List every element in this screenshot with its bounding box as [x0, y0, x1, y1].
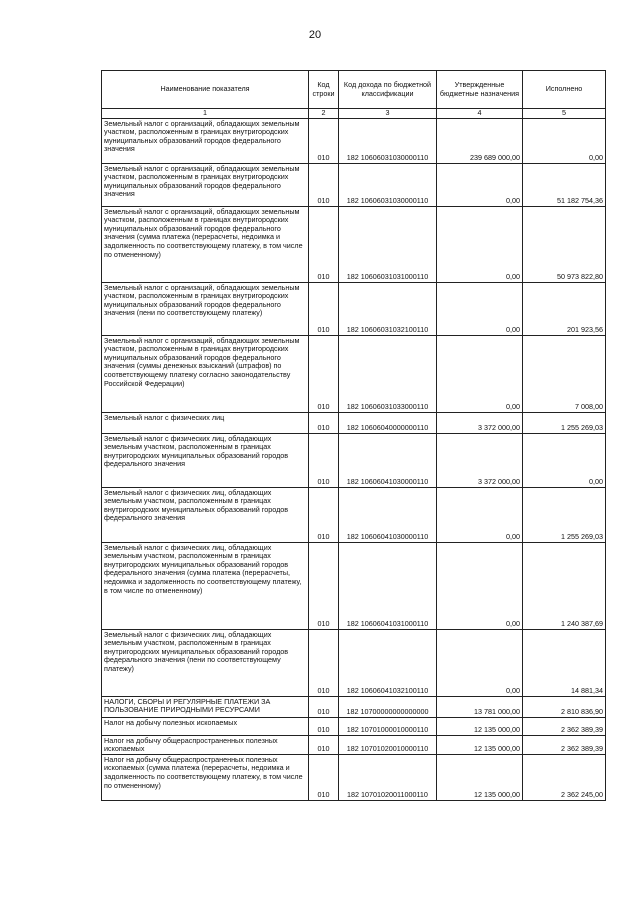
table-row: [102, 412, 606, 433]
revenue-code-cell: 182 10701020011000110: [339, 754, 437, 800]
executed-amount-cell: 1 255 269,03: [523, 487, 606, 542]
revenue-code-cell: 182 10606041030000110: [339, 433, 437, 487]
column-number: 1: [102, 109, 309, 119]
executed-amount-cell: 2 810 836,90: [523, 696, 606, 717]
approved-amount-cell: 0,00: [437, 335, 523, 412]
executed-amount-cell: 0,00: [523, 433, 606, 487]
revenue-code-cell: 182 10701000010000110: [339, 717, 437, 735]
line-code-cell: 010: [309, 335, 339, 412]
table-row: [102, 754, 606, 800]
executed-amount-cell: 0,00: [523, 118, 606, 163]
indicator-name-cell: Земельный налог с организаций, обладающих земельным участком, расположенным в границах внутригородских муниципальных образований городов федерального значения (суммы денежных взысканий (штрафов) по соответствующему платежу согласно законодательству Российской Федерации): [102, 335, 309, 412]
executed-amount-cell: 201 923,56: [523, 282, 606, 335]
table-row: [102, 735, 606, 754]
revenue-code-cell: 182 10606031033000110: [339, 335, 437, 412]
revenue-code-cell: 182 10606031030000110: [339, 163, 437, 206]
line-code-cell: 010: [309, 754, 339, 800]
approved-amount-cell: 0,00: [437, 629, 523, 696]
indicator-name-cell: Земельный налог с физических лиц, обладающих земельным участком, расположенным в границах внутригородских муниципальных образований городов федерального значения: [102, 433, 309, 487]
page-number: 20: [308, 29, 322, 41]
indicator-name-cell: Земельный налог с организаций, обладающих земельным участком, расположенным в границах внутригородских муниципальных образований городов федерального значения: [102, 163, 309, 206]
executed-amount-cell: 1 255 269,03: [523, 412, 606, 433]
executed-amount-cell: 51 182 754,36: [523, 163, 606, 206]
table-row: [102, 542, 606, 629]
revenue-code-cell: 182 10606031030000110: [339, 118, 437, 163]
line-code-cell: 010: [309, 163, 339, 206]
indicator-name-cell: Земельный налог с организаций, обладающих земельным участком, расположенным в границах внутригородских муниципальных образований городов федерального значения: [102, 118, 309, 163]
executed-amount-cell: 14 881,34: [523, 629, 606, 696]
header-approved: Утвержденные бюджетные назначения: [437, 71, 523, 109]
table-row: [102, 206, 606, 282]
approved-amount-cell: 239 689 000,00: [437, 118, 523, 163]
indicator-name-cell: НАЛОГИ, СБОРЫ И РЕГУЛЯРНЫЕ ПЛАТЕЖИ ЗА ПОЛЬЗОВАНИЕ ПРИРОДНЫМИ РЕСУРСАМИ: [102, 696, 309, 717]
approved-amount-cell: 12 135 000,00: [437, 735, 523, 754]
header-line-code: Код строки: [309, 71, 339, 109]
approved-amount-cell: 0,00: [437, 163, 523, 206]
table-row: [102, 696, 606, 717]
line-code-cell: 010: [309, 433, 339, 487]
approved-amount-cell: 0,00: [437, 282, 523, 335]
header-executed: Исполнено: [523, 71, 606, 109]
executed-amount-cell: 2 362 389,39: [523, 735, 606, 754]
column-number: 3: [339, 109, 437, 119]
revenue-code-cell: 182 10606031032100110: [339, 282, 437, 335]
indicator-name-cell: Земельный налог с физических лиц, обладающих земельным участком, расположенным в границах внутригородских муниципальных образований городов федерального значения (сумма платежа (перерасчеты, недоимка и задолженность по соответствующему платежу, в том числе по отмененному): [102, 542, 309, 629]
executed-amount-cell: 2 362 245,00: [523, 754, 606, 800]
table-row: [102, 163, 606, 206]
line-code-cell: 010: [309, 735, 339, 754]
table-row: [102, 335, 606, 412]
revenue-code-cell: 182 10700000000000000: [339, 696, 437, 717]
column-number: 4: [437, 109, 523, 119]
table-row: [102, 282, 606, 335]
column-number: 2: [309, 109, 339, 119]
indicator-name-cell: Земельный налог с физических лиц, обладающих земельным участком, расположенным в границах внутригородских муниципальных образований городов федерального значения (пени по соответствующему платежу): [102, 629, 309, 696]
line-code-cell: 010: [309, 118, 339, 163]
column-number-row: [102, 109, 606, 119]
executed-amount-cell: 7 008,00: [523, 335, 606, 412]
approved-amount-cell: 13 781 000,00: [437, 696, 523, 717]
approved-amount-cell: 0,00: [437, 206, 523, 282]
approved-amount-cell: 3 372 000,00: [437, 412, 523, 433]
revenue-code-cell: 182 10606040000000110: [339, 412, 437, 433]
line-code-cell: 010: [309, 629, 339, 696]
executed-amount-cell: 2 362 389,39: [523, 717, 606, 735]
revenue-table: [101, 70, 606, 801]
revenue-code-cell: 182 10606031031000110: [339, 206, 437, 282]
revenue-code-cell: 182 10701020010000110: [339, 735, 437, 754]
line-code-cell: 010: [309, 696, 339, 717]
indicator-name-cell: Земельный налог с физических лиц, обладающих земельным участком, расположенным в границах внутригородских муниципальных образований городов федерального значения: [102, 487, 309, 542]
indicator-name-cell: Земельный налог с организаций, обладающих земельным участком, расположенным в границах внутригородских муниципальных образований городов федерального значения (пени по соответствующему платежу): [102, 282, 309, 335]
approved-amount-cell: 0,00: [437, 487, 523, 542]
indicator-name-cell: Земельный налог с организаций, обладающих земельным участком, расположенным в границах внутригородских муниципальных образований городов федерального значения (сумма платежа (перерасчеты, недоимка и задолженность по соответствующему платежу, в том числе по отмененному): [102, 206, 309, 282]
table-header-row: [102, 71, 606, 109]
table-body: [102, 118, 606, 800]
table-row: [102, 433, 606, 487]
line-code-cell: 010: [309, 206, 339, 282]
line-code-cell: 010: [309, 412, 339, 433]
table-row: [102, 487, 606, 542]
header-revenue-code: Код дохода по бюджетной классификации: [339, 71, 437, 109]
line-code-cell: 010: [309, 717, 339, 735]
line-code-cell: 010: [309, 542, 339, 629]
header-indicator-name: Наименование показателя: [102, 71, 309, 109]
executed-amount-cell: 50 973 822,80: [523, 206, 606, 282]
table-row: [102, 717, 606, 735]
approved-amount-cell: 3 372 000,00: [437, 433, 523, 487]
approved-amount-cell: 12 135 000,00: [437, 717, 523, 735]
executed-amount-cell: 1 240 387,69: [523, 542, 606, 629]
indicator-name-cell: Налог на добычу общераспространенных полезных ископаемых: [102, 735, 309, 754]
indicator-name-cell: Налог на добычу общераспространенных полезных ископаемых (сумма платежа (перерасчеты, недоимка и задолженность по соответствующему платежу, в том числе по отмененному): [102, 754, 309, 800]
line-code-cell: 010: [309, 487, 339, 542]
column-number: 5: [523, 109, 606, 119]
revenue-code-cell: 182 10606041032100110: [339, 629, 437, 696]
revenue-code-cell: 182 10606041031000110: [339, 542, 437, 629]
table-row: [102, 629, 606, 696]
indicator-name-cell: Земельный налог с физических лиц: [102, 412, 309, 433]
indicator-name-cell: Налог на добычу полезных ископаемых: [102, 717, 309, 735]
revenue-code-cell: 182 10606041030000110: [339, 487, 437, 542]
table-row: [102, 118, 606, 163]
approved-amount-cell: 12 135 000,00: [437, 754, 523, 800]
line-code-cell: 010: [309, 282, 339, 335]
approved-amount-cell: 0,00: [437, 542, 523, 629]
